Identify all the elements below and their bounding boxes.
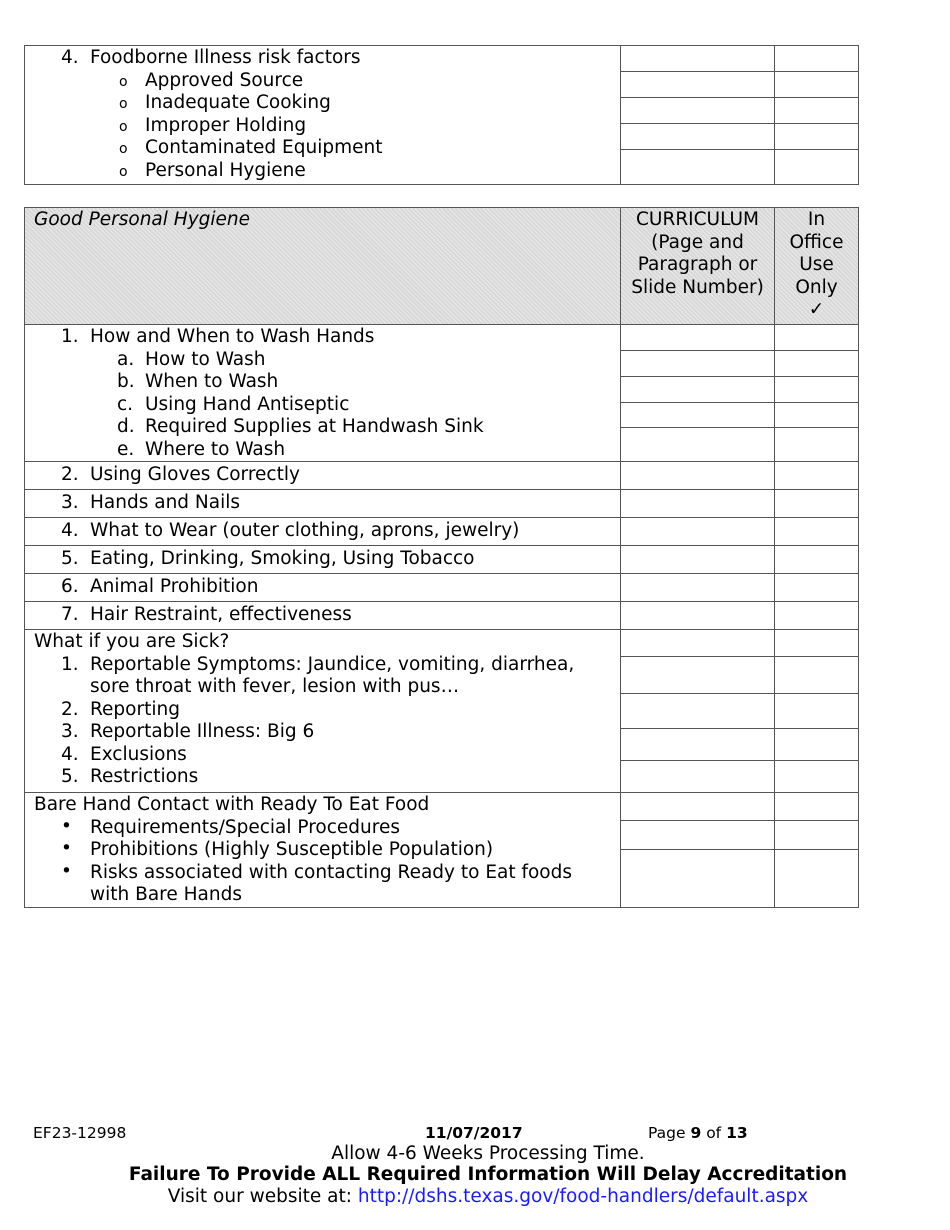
curriculum-input-cell[interactable] (621, 630, 775, 793)
office-use-header: In Office Use Only ✓ (775, 208, 859, 325)
curriculum-input-cell[interactable] (621, 490, 775, 518)
curriculum-input-cell[interactable] (621, 46, 775, 185)
list-item: 3. Reportable Illness: Big 6 (61, 721, 315, 742)
bare-hand-cell (25, 793, 621, 908)
sick-cell (25, 630, 621, 793)
form-code: EF23-12998 (33, 1124, 127, 1142)
hair-restraint-cell (25, 602, 621, 630)
office-use-cell (775, 46, 859, 185)
risk-factors-cell (25, 46, 621, 185)
curriculum-input-cell[interactable] (621, 602, 775, 630)
list-item: 4. Foodborne Illness risk factors (61, 47, 361, 68)
website-line: Visit our website at: http://dshs.texas.gov/food-handlers/default.aspx (167, 1186, 809, 1207)
form-date: 11/07/2017 (425, 1124, 523, 1142)
list-subitem: o Inadequate Cooking (119, 92, 331, 113)
list-item: 3. Hands and Nails (61, 492, 241, 513)
curriculum-header: CURRICULUM (Page and Paragraph or Slide Number) (621, 208, 775, 325)
office-use-cell (775, 490, 859, 518)
office-use-cell (775, 462, 859, 490)
list-item: 4. Exclusions (61, 743, 187, 765)
list-item: 1. How and When to Wash Hands (61, 326, 375, 347)
list-subitem: a. How to Wash (117, 348, 266, 370)
list-subitem: o Approved Source (119, 69, 304, 91)
list-item: 2. Reporting (61, 698, 180, 720)
list-item: 5. Eating, Drinking, Smoking, Using Tobacco (61, 548, 475, 569)
curriculum-input-cell[interactable] (621, 462, 775, 490)
hands-nails-cell (25, 490, 621, 518)
list-subitem: o Personal Hygiene (119, 159, 306, 181)
curriculum-input-cell[interactable] (621, 793, 775, 908)
list-item: 1. Reportable Symptoms: Jaundice, vomiting, diarrhea, sore throat with fever, lesion with pus… (61, 653, 575, 697)
office-use-cell (775, 546, 859, 574)
bullet-item: • Requirements/Special Procedures (61, 815, 400, 838)
personal-hygiene-table (24, 207, 859, 908)
office-use-cell (775, 574, 859, 602)
list-item: 2. Using Gloves Correctly (61, 464, 300, 485)
bullet-item: • Risks associated with contacting Ready to Eat foods with Bare Hands (61, 860, 573, 905)
office-use-cell (775, 325, 859, 462)
checkmark-icon: ✓ (808, 299, 825, 320)
processing-time-note: Allow 4-6 Weeks Processing Time. (331, 1143, 645, 1164)
sick-title: What if you are Sick? (34, 631, 230, 652)
list-subitem: e. Where to Wash (117, 438, 286, 460)
section-header-title: Good Personal Hygiene (25, 208, 621, 325)
animal-prohibition-cell (25, 574, 621, 602)
failure-warning: Failure To Provide ALL Required Information Will Delay Accreditation (128, 1164, 848, 1185)
foodborne-risk-table (24, 45, 859, 185)
office-use-cell (775, 630, 859, 793)
list-subitem: d. Required Supplies at Handwash Sink (117, 416, 484, 437)
office-use-cell (775, 793, 859, 908)
list-subitem: c. Using Hand Antiseptic (117, 393, 350, 415)
curriculum-input-cell[interactable] (621, 546, 775, 574)
curriculum-input-cell[interactable] (621, 325, 775, 462)
handwash-cell (25, 325, 621, 462)
list-item: 4. What to Wear (outer clothing, aprons, jewelry) (61, 520, 520, 541)
list-subitem: o Improper Holding (119, 114, 307, 136)
list-subitem: b. When to Wash (117, 371, 279, 392)
list-item: 5. Restrictions (61, 766, 199, 787)
gloves-cell (25, 462, 621, 490)
curriculum-input-cell[interactable] (621, 518, 775, 546)
list-item: 6. Animal Prohibition (61, 576, 259, 597)
bare-hand-title: Bare Hand Contact with Ready To Eat Food (34, 794, 430, 815)
website-link[interactable]: http://dshs.texas.gov/food-handlers/default.aspx (357, 1186, 809, 1207)
eating-drinking-cell (25, 546, 621, 574)
office-use-cell (775, 518, 859, 546)
page-number: Page 9 of 13 (648, 1124, 748, 1142)
curriculum-input-cell[interactable] (621, 574, 775, 602)
office-use-cell (775, 602, 859, 630)
list-subitem: o Contaminated Equipment (119, 137, 383, 158)
list-item: 7. Hair Restraint, effectiveness (61, 604, 352, 625)
bullet-item: • Prohibitions (Highly Susceptible Population) (61, 838, 494, 860)
what-to-wear-cell (25, 518, 621, 546)
